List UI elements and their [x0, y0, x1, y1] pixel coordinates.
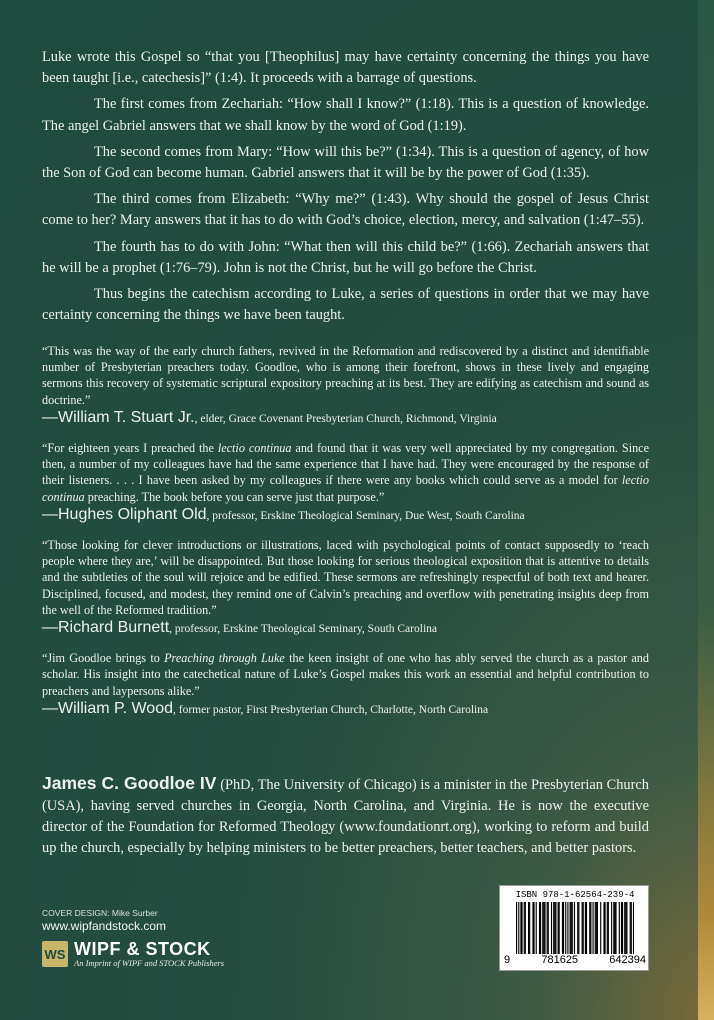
barcode-digits	[504, 954, 646, 966]
barcode-icon	[516, 902, 634, 954]
publisher-logo	[42, 940, 224, 968]
barcode-bar	[528, 902, 529, 954]
barcode-bar	[630, 902, 631, 954]
intro-paragraph: Thus begins the catechism according to Luke, a series of questions in order that we may have certainty concerning the things we have been taught.	[42, 286, 649, 324]
barcode-bar	[536, 902, 537, 954]
barcode-bar	[585, 902, 586, 954]
barcode-bar	[605, 902, 606, 954]
barcode-bar	[633, 902, 634, 954]
endorsement-attribution: —Hughes Oliphant Old, professor, Erskine Theological Seminary, Due West, South Carolina	[42, 505, 525, 523]
barcode-bar	[577, 902, 578, 954]
barcode-bar	[613, 902, 614, 954]
author-bio-text: (PhD, The University of Chicago) is a minister in the Presbyterian Church (USA), having served churches in Georgia, North Carolina, and Virginia. He is now the executive director of the Foundation for Reformed Theology (www.foundationrt.org), working to reform and build up the church, especially by helping ministers to be better preachers, better teachers, and better pastors.	[42, 777, 649, 856]
barcode-bar	[532, 902, 533, 954]
publisher-name: WIPF & STOCK	[74, 939, 211, 959]
barcode-bar	[572, 902, 573, 954]
barcode-bar	[607, 902, 608, 954]
barcode-bar	[529, 902, 530, 954]
barcode-bar	[554, 902, 555, 954]
attribution-dash: —	[42, 619, 58, 637]
attribution-dash: —	[42, 408, 58, 426]
barcode-bar	[592, 902, 593, 954]
endorser-title: professor, Erskine Theological Seminary, South Carolina	[174, 623, 437, 636]
barcode-digit-group: 9	[504, 954, 511, 966]
barcode-bar	[624, 902, 625, 954]
barcode-bar	[614, 902, 615, 954]
barcode-bar	[544, 902, 545, 954]
attribution-dash: —	[42, 505, 58, 523]
intro-paragraph: Luke wrote this Gospel so “that you [Theophilus] may have certainty concerning the things you have been taught [i.e., catechesis]” (1:4). It proceeds with a barrage of questions.	[42, 49, 649, 87]
isbn-barcode	[499, 885, 649, 971]
isbn-label: ISBN 978-1-62564-239-4	[515, 890, 635, 900]
intro-paragraph: The fourth has to do with John: “What then will this child be?” (1:66). Zechariah answers that he will be a prophet (1:76–79). John is not the Christ, but he will go before the Christ.	[42, 238, 649, 276]
barcode-bar	[596, 902, 597, 954]
barcode-bar	[518, 902, 519, 954]
barcode-bar	[571, 902, 572, 954]
endorsement-quote: “Those looking for clever introductions or illustrations, laced with psychological points of contact supposedly to ‘reach people where they are,’ will be disappointed. But those looking for serious theological exposition that is attentive to details and the subtleties of the soul will rejoice and be edified. These sermons are refreshingly respectful of both text and hearer. Disciplined, focused, and modest, they remind one of Calvin’s preaching and overflow with penetrating insights deep from the well of the Reformed tradition.”	[42, 538, 649, 617]
barcode-bar	[565, 902, 566, 954]
endorsement-quote: “For eighteen years I preached the lectio continua and found that it was very well appreciated by my congregation. Since then, a number of my colleagues have had the same experience that I have had. They were encouraged by the response of their listeners. . . . I have been asked by my colleagues if there were any books which could serve as a model for lectio continua preaching. The book before you can serve just that purpose.”	[42, 441, 649, 504]
author-bio	[42, 773, 649, 859]
endorser-name: William T. Stuart Jr.	[58, 408, 195, 426]
barcode-digit-group: 781625	[541, 954, 579, 966]
barcode-bar	[562, 902, 563, 954]
barcode-bar	[555, 902, 556, 954]
ws-logo-icon: WS	[42, 941, 68, 967]
endorsement-attribution: —William T. Stuart Jr., elder, Grace Covenant Presbyterian Church, Richmond, Virginia	[42, 408, 497, 426]
endorser-name: Richard Burnett	[58, 619, 170, 637]
barcode-bar	[622, 902, 623, 954]
barcode-bar	[548, 902, 549, 954]
endorser-title: elder, Grace Covenant Presbyterian Church, Richmond, Virginia	[200, 412, 497, 425]
barcode-bar	[516, 902, 517, 954]
barcode-bar	[547, 902, 548, 954]
barcode-bar	[586, 902, 587, 954]
barcode-bar	[615, 902, 616, 954]
barcode-bar	[542, 902, 543, 954]
endorsement	[42, 343, 649, 427]
spine-edge	[698, 0, 714, 1020]
endorser-title: professor, Erskine Theological Seminary, Due West, South Carolina	[212, 509, 525, 522]
endorsement-quote: “Jim Goodloe brings to Preaching through Luke the keen insight of one who has ably served the church as a pastor and scholar. His insight into the catechetical nature of Luke’s Gospel makes this work an essential and helpful contribution to preachers and laypersons alike.”	[42, 651, 649, 698]
intro-paragraph: The first comes from Zechariah: “How shall I know?” (1:18). This is a question of knowledge. The angel Gabriel answers that we shall know by the word of God (1:19).	[42, 96, 649, 134]
barcode-bar	[553, 902, 554, 954]
barcode-bar	[619, 902, 620, 954]
barcode-bar	[597, 902, 598, 954]
endorsements	[42, 343, 649, 731]
barcode-bar	[625, 902, 626, 954]
barcode-bar	[540, 902, 541, 954]
barcode-bar	[551, 902, 552, 954]
barcode-bar	[533, 902, 534, 954]
endorser-title: former pastor, First Presbyterian Church, Charlotte, North Carolina	[178, 703, 489, 716]
endorsement	[42, 537, 649, 637]
endorsement-attribution: —Richard Burnett, professor, Erskine Theological Seminary, South Carolina	[42, 619, 437, 637]
barcode-bar	[595, 902, 596, 954]
barcode-bar	[611, 902, 612, 954]
author-name: James C. Goodloe IV	[42, 773, 217, 793]
barcode-bar	[631, 902, 632, 954]
intro-paragraph: The third comes from Elizabeth: “Why me?” (1:43). Why should the gospel of Jesus Christ come to her? Mary answers that it has to do with God’s choice, election, mercy, and salvation (1:47–55).	[42, 191, 649, 229]
endorsement	[42, 650, 649, 718]
publisher-imprint: An Imprint of WIPF and STOCK Publishers	[74, 958, 225, 968]
barcode-bar	[621, 902, 622, 954]
cover-design-credit: COVER DESIGN: Mike Surber	[42, 908, 158, 918]
barcode-bar	[578, 902, 579, 954]
barcode-bar	[520, 902, 521, 954]
barcode-bar	[521, 902, 522, 954]
barcode-bar	[524, 902, 525, 954]
barcode-bar	[603, 902, 604, 954]
barcode-bar	[590, 902, 591, 954]
barcode-bar	[558, 902, 559, 954]
barcode-bar	[574, 902, 575, 954]
barcode-bar	[608, 902, 609, 954]
barcode-digit-group: 642394	[609, 954, 646, 966]
barcode-bar	[559, 902, 560, 954]
barcode-bar	[567, 902, 568, 954]
publisher-website: www.wipfandstock.com	[42, 919, 167, 933]
barcode-bar	[570, 902, 571, 954]
barcode-bar	[539, 902, 540, 954]
intro-text	[42, 47, 649, 331]
barcode-bar	[543, 902, 544, 954]
endorsement	[42, 440, 649, 524]
barcode-bar	[563, 902, 564, 954]
barcode-bar	[626, 902, 627, 954]
endorser-name: William P. Wood	[58, 699, 173, 717]
endorsement-attribution: —William P. Wood, former pastor, First Presbyterian Church, Charlotte, North Carolina	[42, 699, 489, 717]
attribution-dash: —	[42, 699, 58, 717]
barcode-bar	[582, 902, 583, 954]
barcode-bar	[600, 902, 601, 954]
endorser-name: Hughes Oliphant Old	[58, 505, 207, 523]
barcode-bar	[525, 902, 526, 954]
endorsement-quote: “This was the way of the early church fathers, revived in the Reformation and rediscovered by a distinct and identifiable number of Presbyterian preachers today. Goodloe, who is among their forefront, shows in these lively and engaging sermons this recovery of systematic scriptural expository preaching at its best. They are edifying as catechism and sound as doctrine.”	[42, 344, 649, 407]
barcode-bar	[583, 902, 584, 954]
barcode-bar	[589, 902, 590, 954]
intro-paragraph: The second comes from Mary: “How will this be?” (1:34). This is a question of agency, of how the Son of God can become human. Gabriel answers that it will be by the power of God (1:35).	[42, 143, 649, 182]
